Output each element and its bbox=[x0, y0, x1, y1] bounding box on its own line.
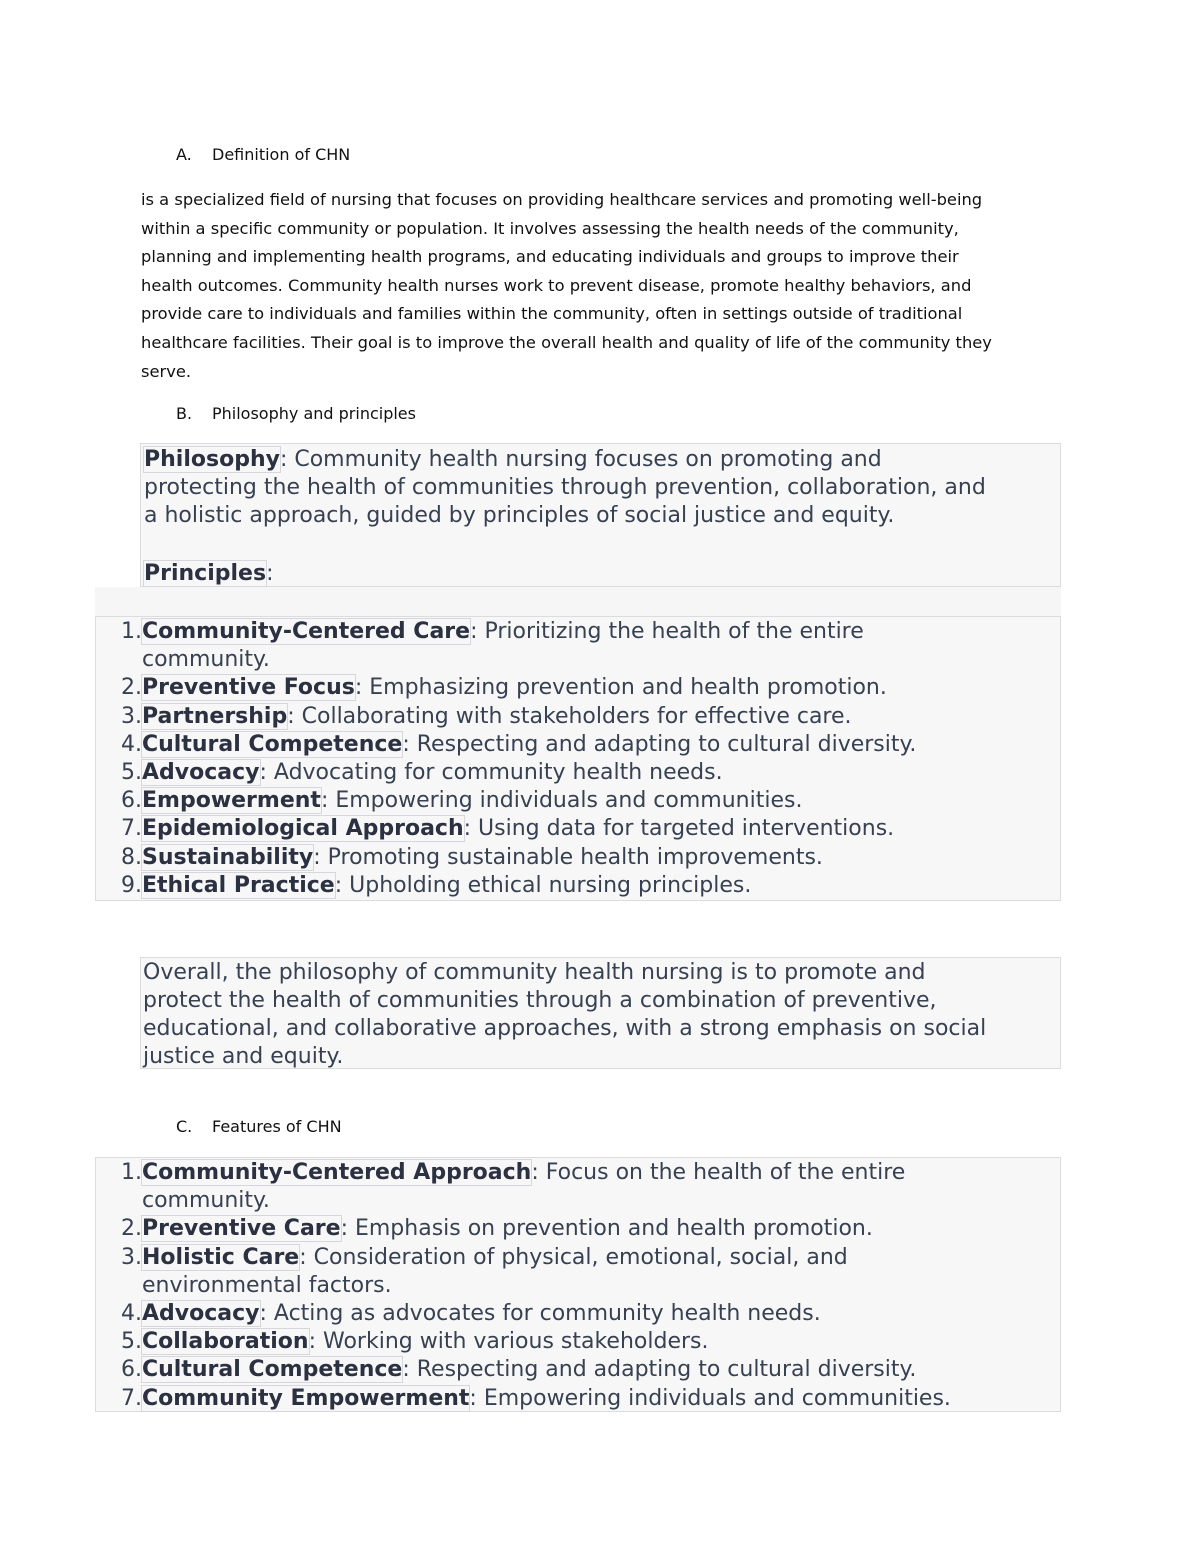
list-item-text: : Promoting sustainable health improvements. bbox=[313, 844, 823, 870]
section-a-heading bbox=[176, 145, 350, 164]
list-item-text: : Respecting and adapting to cultural diversity. bbox=[402, 1357, 917, 1383]
list-item-body bbox=[142, 618, 864, 674]
definition-line: serve. bbox=[141, 361, 192, 381]
list-number: 5. bbox=[121, 760, 142, 786]
list-item-text: : Using data for targeted interventions. bbox=[463, 816, 895, 842]
list-number: 3. bbox=[121, 703, 142, 729]
principles-term: Principles bbox=[144, 561, 267, 586]
overall-line: protect the health of communities through a combination of preventive, bbox=[143, 988, 937, 1013]
list-item-text: : Respecting and adapting to cultural diversity. bbox=[402, 731, 917, 757]
list-item-line bbox=[142, 872, 751, 900]
list-item-continuation: community. bbox=[142, 1188, 270, 1214]
definition-line: health outcomes. Community health nurses work to prevent disease, promote healthy behaviors, and bbox=[141, 275, 972, 295]
principles-colon: : bbox=[266, 561, 274, 586]
principle-item bbox=[96, 674, 1060, 702]
feature-item bbox=[96, 1215, 1060, 1243]
list-item-text: : Upholding ethical nursing principles. bbox=[334, 872, 752, 898]
list-item-line bbox=[142, 731, 916, 759]
definition-line: planning and implementing health programs, and educating individuals and groups to improve their bbox=[141, 247, 959, 267]
list-item-continuation: environmental factors. bbox=[142, 1272, 392, 1298]
list-item-line bbox=[142, 1244, 848, 1272]
section-b-title: Philosophy and principles bbox=[212, 404, 416, 423]
principle-item bbox=[96, 731, 1060, 759]
philosophy-term: Philosophy bbox=[144, 447, 280, 472]
feature-item bbox=[96, 1300, 1060, 1328]
list-item-body bbox=[142, 703, 852, 731]
list-item-line bbox=[142, 1356, 916, 1384]
list-item-text: : Working with various stakeholders. bbox=[308, 1329, 709, 1355]
list-item-term: Advocacy bbox=[142, 760, 260, 786]
feature-item bbox=[96, 1244, 1060, 1300]
philosophy-box bbox=[140, 443, 1061, 587]
features-list bbox=[95, 1157, 1061, 1412]
list-item-line bbox=[142, 1328, 708, 1356]
list-item-body bbox=[142, 1328, 708, 1356]
list-item-term: Cultural Competence bbox=[142, 1357, 403, 1383]
list-item-body bbox=[142, 674, 887, 702]
overall-line: educational, and collaborative approaches, with a strong emphasis on social bbox=[143, 1016, 987, 1041]
principle-item bbox=[96, 703, 1060, 731]
list-item-line bbox=[142, 815, 894, 843]
list-item-body bbox=[142, 1215, 873, 1243]
list-item-term: Advocacy bbox=[142, 1301, 260, 1327]
list-item-term: Epidemiological Approach bbox=[142, 816, 464, 842]
philosophy-text: : Community health nursing focuses on promoting and bbox=[279, 447, 882, 472]
principle-item bbox=[96, 844, 1060, 872]
list-item-term: Preventive Care bbox=[142, 1216, 341, 1242]
list-number: 6. bbox=[121, 788, 142, 814]
list-item-text: : Prioritizing the health of the entire bbox=[470, 619, 864, 644]
feature-item bbox=[96, 1356, 1060, 1384]
overall-box bbox=[140, 957, 1061, 1069]
definition-line: provide care to individuals and families within the community, often in settings outside of traditional bbox=[141, 304, 963, 324]
definition-line: within a specific community or population. It involves assessing the health needs of the community, bbox=[141, 218, 959, 238]
principles-list bbox=[95, 616, 1061, 901]
list-item-body bbox=[142, 815, 894, 843]
list-item-body bbox=[142, 731, 916, 759]
list-number: 1. bbox=[121, 1160, 142, 1185]
list-item-line bbox=[142, 1385, 951, 1413]
list-item-line bbox=[142, 674, 887, 702]
list-item-term: Ethical Practice bbox=[142, 872, 335, 898]
list-item-body bbox=[142, 787, 802, 815]
definition-line: healthcare facilities. Their goal is to improve the overall health and quality of life of the community they bbox=[141, 332, 992, 352]
principle-item bbox=[96, 759, 1060, 787]
section-c-title: Features of CHN bbox=[212, 1117, 342, 1136]
section-b-heading bbox=[176, 404, 416, 423]
definition-paragraph bbox=[141, 186, 1061, 386]
list-item-term: Empowerment bbox=[142, 788, 321, 814]
list-item-term: Community-Centered Care bbox=[142, 619, 471, 644]
feature-item bbox=[96, 1159, 1060, 1215]
list-item-line bbox=[142, 1215, 873, 1243]
list-item-body bbox=[142, 1159, 905, 1215]
list-item-text: : Emphasizing prevention and health promotion. bbox=[354, 675, 887, 701]
list-item-body bbox=[142, 1385, 951, 1413]
list-item-text: : Empowering individuals and communities. bbox=[320, 788, 803, 814]
list-item-term: Holistic Care bbox=[142, 1244, 300, 1270]
list-number: 8. bbox=[121, 844, 142, 870]
section-b-letter: B. bbox=[176, 404, 193, 423]
philosophy-line: protecting the health of communities through prevention, collaboration, and bbox=[144, 475, 986, 500]
philosophy-line bbox=[144, 446, 1057, 474]
list-item-text: : Consideration of physical, emotional, social, and bbox=[299, 1244, 848, 1270]
list-item-body bbox=[142, 1356, 916, 1384]
philosophy-line: a holistic approach, guided by principles of social justice and equity. bbox=[144, 503, 895, 528]
list-item-line bbox=[142, 787, 802, 815]
principle-item bbox=[96, 872, 1060, 900]
principles-label bbox=[144, 560, 1057, 588]
section-a-letter: A. bbox=[176, 145, 192, 164]
list-number: 1. bbox=[121, 619, 142, 644]
list-number: 7. bbox=[121, 1385, 142, 1411]
list-item-line bbox=[142, 703, 852, 731]
list-item-text: : Focus on the health of the entire bbox=[531, 1160, 906, 1185]
list-item-term: Community Empowerment bbox=[142, 1385, 470, 1411]
list-number: 5. bbox=[121, 1329, 142, 1355]
section-c-heading bbox=[176, 1117, 342, 1136]
list-item-line bbox=[142, 1300, 821, 1328]
list-item-text: : Empowering individuals and communities. bbox=[469, 1385, 951, 1411]
list-number: 2. bbox=[121, 675, 142, 701]
list-number: 4. bbox=[121, 731, 142, 757]
list-item-line bbox=[142, 618, 864, 646]
principle-item bbox=[96, 815, 1060, 843]
list-item-body bbox=[142, 872, 751, 900]
section-a-title: Definition of CHN bbox=[212, 145, 351, 164]
list-item-text: : Acting as advocates for community health needs. bbox=[259, 1301, 821, 1327]
divider-strip bbox=[95, 587, 1061, 616]
principle-item bbox=[96, 618, 1060, 674]
list-item-term: Sustainability bbox=[142, 844, 314, 870]
list-number: 6. bbox=[121, 1357, 142, 1383]
list-number: 3. bbox=[121, 1244, 142, 1270]
list-number: 4. bbox=[121, 1301, 142, 1327]
feature-item bbox=[96, 1328, 1060, 1356]
overall-line: justice and equity. bbox=[143, 1044, 344, 1069]
list-item-text: : Emphasis on prevention and health promotion. bbox=[340, 1216, 873, 1242]
definition-line: is a specialized field of nursing that focuses on providing healthcare services and promoting well-being bbox=[141, 190, 983, 209]
list-number: 9. bbox=[121, 872, 142, 898]
principle-item bbox=[96, 787, 1060, 815]
list-item-text: : Collaborating with stakeholders for effective care. bbox=[287, 703, 852, 729]
list-number: 7. bbox=[121, 816, 142, 842]
list-item-line bbox=[142, 759, 723, 787]
list-item-term: Partnership bbox=[142, 703, 288, 729]
list-item-body bbox=[142, 759, 723, 787]
list-item-body bbox=[142, 844, 823, 872]
list-item-body bbox=[142, 1244, 848, 1300]
list-item-term: Community-Centered Approach bbox=[142, 1160, 532, 1185]
spacer bbox=[144, 530, 1057, 560]
list-item-continuation: community. bbox=[142, 647, 270, 673]
list-item-line bbox=[142, 1159, 905, 1187]
overall-line: Overall, the philosophy of community health nursing is to promote and bbox=[143, 960, 926, 985]
list-item-text: : Advocating for community health needs. bbox=[259, 760, 723, 786]
list-number: 2. bbox=[121, 1216, 142, 1242]
list-item-term: Cultural Competence bbox=[142, 731, 403, 757]
list-item-body bbox=[142, 1300, 821, 1328]
list-item-term: Collaboration bbox=[142, 1329, 309, 1355]
feature-item bbox=[96, 1385, 1060, 1413]
list-item-line bbox=[142, 844, 823, 872]
section-c-letter: C. bbox=[176, 1117, 193, 1136]
list-item-term: Preventive Focus bbox=[142, 675, 355, 701]
